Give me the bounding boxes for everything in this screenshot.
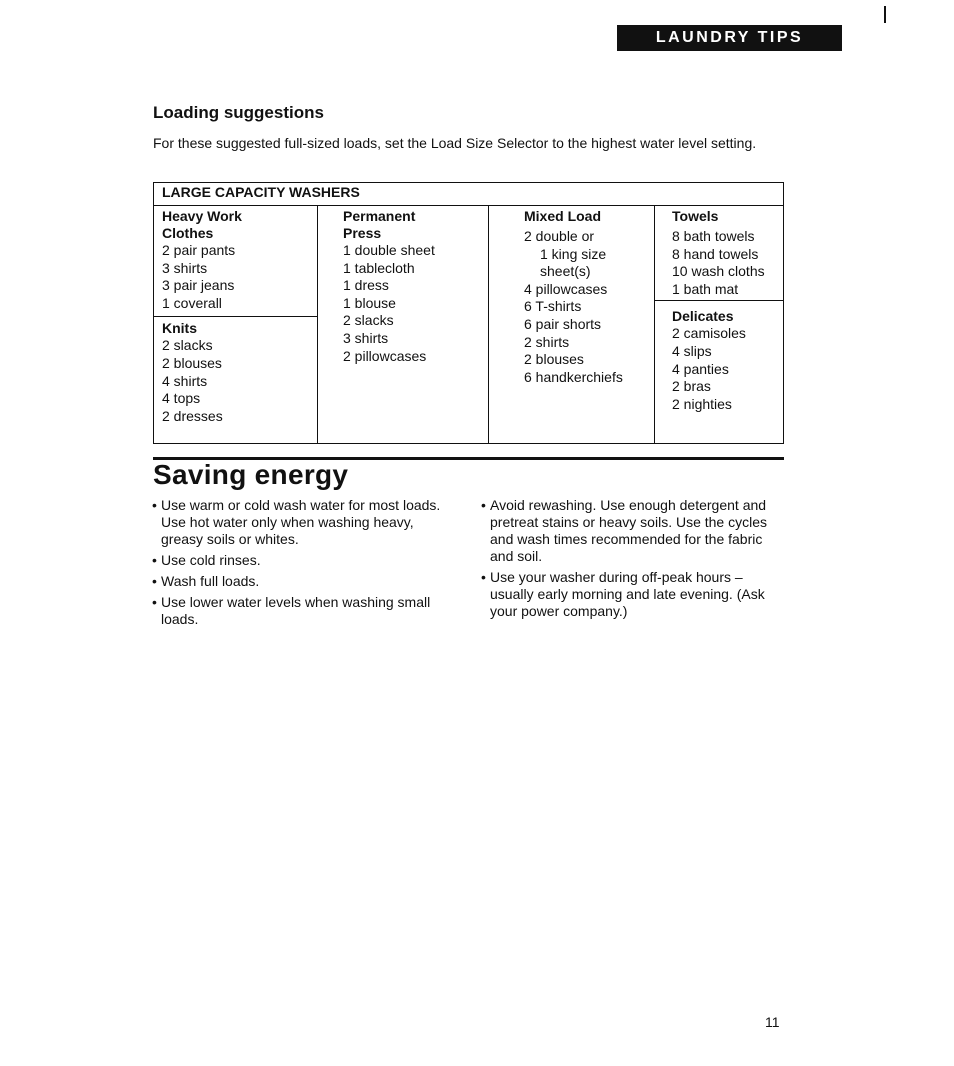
list-item: 2 shirts: [524, 333, 570, 350]
list-item: 6 handkerchiefs: [524, 368, 623, 385]
list-item: 10 wash cloths: [672, 263, 765, 280]
list-item: 2 pillowcases: [343, 347, 427, 364]
list-item: 8 bath towels: [672, 228, 755, 244]
list-item: 4 shirts: [162, 372, 208, 389]
list-item: 6 pair shorts: [524, 315, 602, 332]
list-item: 2 slacks: [343, 312, 394, 329]
list-item: 1 dress: [343, 277, 389, 294]
list-item: • Use warm or cold wash water for most loads. Use hot water only when washing heavy, greasy soils or whites.: [152, 497, 447, 548]
margin-mark: [884, 6, 886, 23]
list-item: 6 T-shirts: [524, 298, 582, 315]
delicates-list: [672, 325, 775, 413]
list-item: 3 shirts: [343, 329, 389, 346]
list-item: 8 hand towels: [672, 245, 759, 262]
loading-suggestions-heading: Loading suggestions: [153, 103, 324, 122]
list-item: • Use lower water levels when washing small loads.: [152, 594, 447, 628]
list-item: 1 king size: [540, 245, 607, 262]
list-item: 4 pillowcases: [524, 280, 608, 297]
list-item: • Avoid rewashing. Use enough detergent and pretreat stains or heavy soils. Use the cycles and wash times recommended for the fabric and soil.: [481, 497, 786, 565]
energy-tips-left: [152, 497, 447, 632]
loading-intro: For these suggested full-sized loads, set the Load Size Selector to the highest water level setting.: [153, 135, 757, 151]
heavy-work-title: Heavy Work Clothes: [162, 208, 242, 241]
towels-delicates-column: [655, 206, 784, 444]
list-item: 2 nighties: [672, 395, 732, 412]
list-item: 2 blouses: [524, 351, 584, 368]
energy-tips-right: [481, 497, 786, 624]
list-item: 1 bath mat: [672, 280, 739, 297]
list-item: 4 slips: [672, 342, 712, 359]
towels-list: [672, 228, 775, 298]
knits-list: [162, 337, 309, 425]
delicates-block: [655, 300, 783, 413]
list-item: 1 blouse: [343, 294, 396, 311]
list-item: 1 coverall: [162, 294, 222, 311]
large-capacity-table: [153, 182, 784, 444]
page-number: 11: [765, 1014, 780, 1030]
section-tab: LAUNDRY TIPS: [617, 25, 842, 51]
permanent-press-title: Permanent Press: [343, 208, 416, 241]
table-title: LARGE CAPACITY WASHERS: [154, 183, 784, 206]
knits-block: [154, 316, 317, 425]
list-item: 4 tops: [162, 390, 201, 407]
list-item: 1 tablecloth: [343, 259, 415, 276]
list-item: 1 double sheet: [343, 242, 435, 258]
mixed-load-column: [489, 206, 655, 444]
list-item: 4 panties: [672, 360, 729, 377]
mixed-load-list: [524, 228, 646, 386]
permanent-press-list: [343, 242, 480, 365]
heavy-work-list: [162, 242, 309, 312]
list-item: • Wash full loads.: [152, 573, 447, 590]
list-item: • Use your washer during off-peak hours – usually early morning and late evening. (Ask your power company.): [481, 569, 786, 620]
list-item: 2 bras: [672, 378, 711, 395]
list-item: 2 camisoles: [672, 325, 746, 342]
towels-title: Towels: [672, 208, 719, 224]
knits-title: Knits: [162, 320, 197, 337]
list-item: 2 dresses: [162, 407, 223, 424]
delicates-title: Delicates: [672, 308, 734, 325]
list-item: sheet(s): [540, 263, 591, 280]
mixed-load-title: Mixed Load: [524, 208, 602, 224]
list-item: • Use cold rinses.: [152, 552, 447, 569]
list-item: 3 pair jeans: [162, 277, 235, 294]
list-item: 2 double or: [524, 228, 595, 244]
list-item: 3 shirts: [162, 259, 208, 276]
heavy-knits-column: [154, 206, 318, 444]
list-item: 2 blouses: [162, 354, 222, 371]
list-item: 2 slacks: [162, 337, 213, 354]
saving-energy-heading: Saving energy: [153, 459, 349, 490]
list-item: 2 pair pants: [162, 242, 236, 258]
permanent-press-column: [318, 206, 489, 444]
